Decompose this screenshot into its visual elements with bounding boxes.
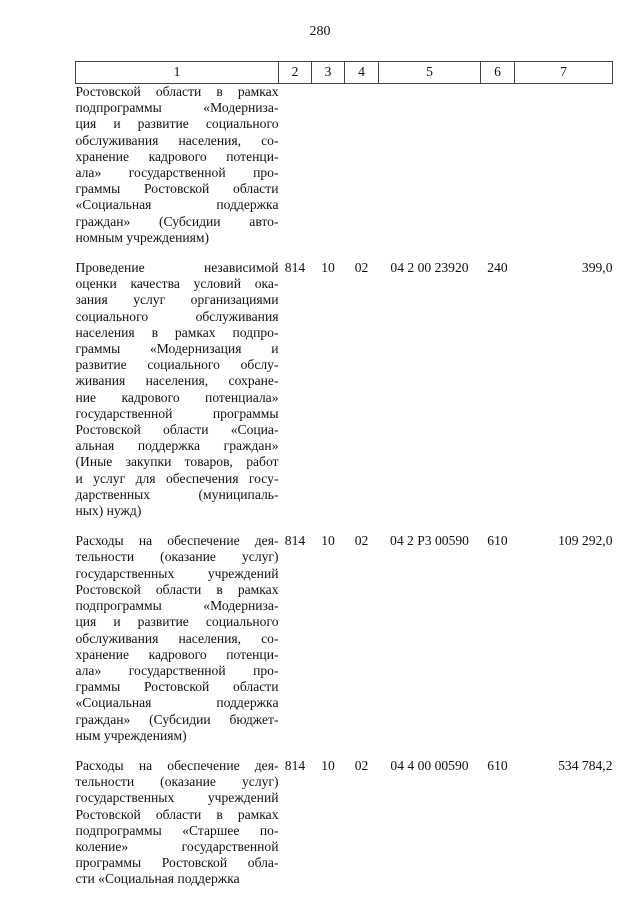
description-line: хранение кадрового потенци- (75, 646, 279, 662)
target-article-code: 04 2 00 23920 (390, 260, 469, 276)
subsection-code: 02 (354, 533, 369, 549)
target-article-code (379, 84, 481, 247)
row-description (76, 758, 279, 888)
expense-type-code: 240 (487, 260, 508, 276)
description-line: государственных учреждений (75, 790, 279, 806)
description-line: живания населения, сохране- (75, 373, 279, 389)
description-line: граммы Ростовской области (75, 181, 279, 197)
description-line: хранение кадрового потенци- (75, 148, 279, 164)
row-spacer-cell (76, 519, 613, 533)
row-description (76, 260, 279, 519)
description-line: (Иные закупки товаров, работ (75, 454, 279, 470)
description-line: Ростовской области в рамках (75, 84, 279, 99)
subsection-code: 02 (354, 757, 369, 773)
description-line: Ростовской области в рамках (75, 806, 279, 822)
column-header: 7 (515, 62, 613, 84)
page-number: 280 (309, 24, 331, 39)
description-line: «Социальная поддержка (75, 197, 279, 213)
row-spacer-cell (76, 246, 613, 260)
target-article-code: 04 4 00 00590 (390, 757, 469, 773)
description-line: социального обслуживания (75, 308, 279, 324)
amount (515, 84, 613, 247)
ministry-code: 814 (284, 260, 306, 276)
description-line: тельности (оказание услуг) (75, 549, 279, 565)
description-line: ция и развитие социального (75, 614, 279, 630)
section-code: 10 (321, 533, 335, 549)
target-article-code: 04 2 Р3 00590 (390, 533, 469, 549)
column-header: 4 (345, 62, 379, 84)
description-line: ных) нужд) (75, 503, 142, 519)
table-row (76, 758, 613, 888)
subsection-code: 02 (354, 260, 369, 276)
description-line: номным учреждениям) (75, 229, 210, 245)
description-line: сти «Социальная поддержка (75, 871, 240, 887)
description-line: ала» государственной про- (75, 165, 279, 181)
row-description (76, 533, 279, 744)
subsection-code (345, 84, 379, 247)
expense-type-code: 610 (487, 757, 508, 773)
row-spacer-cell (76, 744, 613, 758)
description-line: ция и развитие социального (75, 116, 279, 132)
ministry-code: 814 (284, 757, 306, 773)
column-header: 1 (76, 62, 279, 84)
description-line: ным учреждениям) (75, 727, 187, 743)
amount: 534 784,2 (558, 757, 613, 773)
table-row (76, 260, 613, 519)
description-line: зания услуг организациями (75, 292, 279, 308)
row-spacer (76, 519, 613, 533)
column-header: 6 (481, 62, 515, 84)
description-line: обслуживания населения, со- (75, 132, 279, 148)
table-row (76, 84, 613, 247)
amount: 109 292,0 (558, 533, 613, 549)
description-line: Ростовской области в рамках (75, 581, 279, 597)
table-row (76, 533, 613, 744)
row-spacer (76, 246, 613, 260)
description-line: ала» государственной про- (75, 662, 279, 678)
description-line: подпрограммы «Модерниза- (75, 598, 279, 614)
expense-type-code: 610 (487, 533, 508, 549)
description-line: подпрограммы «Модерниза- (75, 100, 279, 116)
description-line: ние кадрового потенциала» (75, 389, 279, 405)
description-line: и услуг для обеспечения госу- (75, 470, 279, 486)
column-number-header (76, 62, 613, 84)
description-line: развитие социального обслу- (75, 357, 279, 373)
description-line: альная поддержка граждан» (75, 438, 279, 454)
description-line: граждан» (Субсидии авто- (75, 213, 279, 229)
description-line: граммы Ростовской области (75, 679, 279, 695)
expense-type-code (481, 84, 515, 247)
description-line: граждан» (Субсидии бюджет- (75, 711, 279, 727)
section-code: 10 (321, 757, 335, 773)
row-description (76, 84, 279, 247)
description-line: граммы «Модернизация и (75, 341, 279, 357)
column-header: 5 (379, 62, 481, 84)
description-line: Проведение независимой (75, 260, 279, 276)
section-code (312, 84, 345, 247)
description-line: тельности (оказание услуг) (75, 774, 279, 790)
column-header: 2 (279, 62, 312, 84)
description-line: «Социальная поддержка (75, 695, 279, 711)
description-line: обслуживания населения, со- (75, 630, 279, 646)
description-line: коление» государственной (75, 838, 279, 854)
description-line: оценки качества условий ока- (75, 276, 279, 292)
amount: 399,0 (581, 260, 613, 276)
description-line: населения в рамках подпро- (75, 324, 279, 340)
budget-table (75, 61, 613, 888)
ministry-code (279, 84, 312, 247)
ministry-code: 814 (284, 533, 306, 549)
description-line: Расходы на обеспечение дея- (75, 757, 279, 773)
description-line: подпрограммы «Старшее по- (75, 822, 279, 838)
description-line: государственной программы (75, 405, 279, 421)
description-line: дарственных (муниципаль- (75, 486, 279, 502)
section-code: 10 (321, 260, 335, 276)
description-line: Ростовской области «Социа- (75, 422, 279, 438)
description-line: программы Ростовской обла- (75, 855, 279, 871)
column-header: 3 (312, 62, 345, 84)
description-line: Расходы на обеспечение дея- (75, 533, 279, 549)
row-spacer (76, 744, 613, 758)
description-line: государственных учреждений (75, 565, 279, 581)
